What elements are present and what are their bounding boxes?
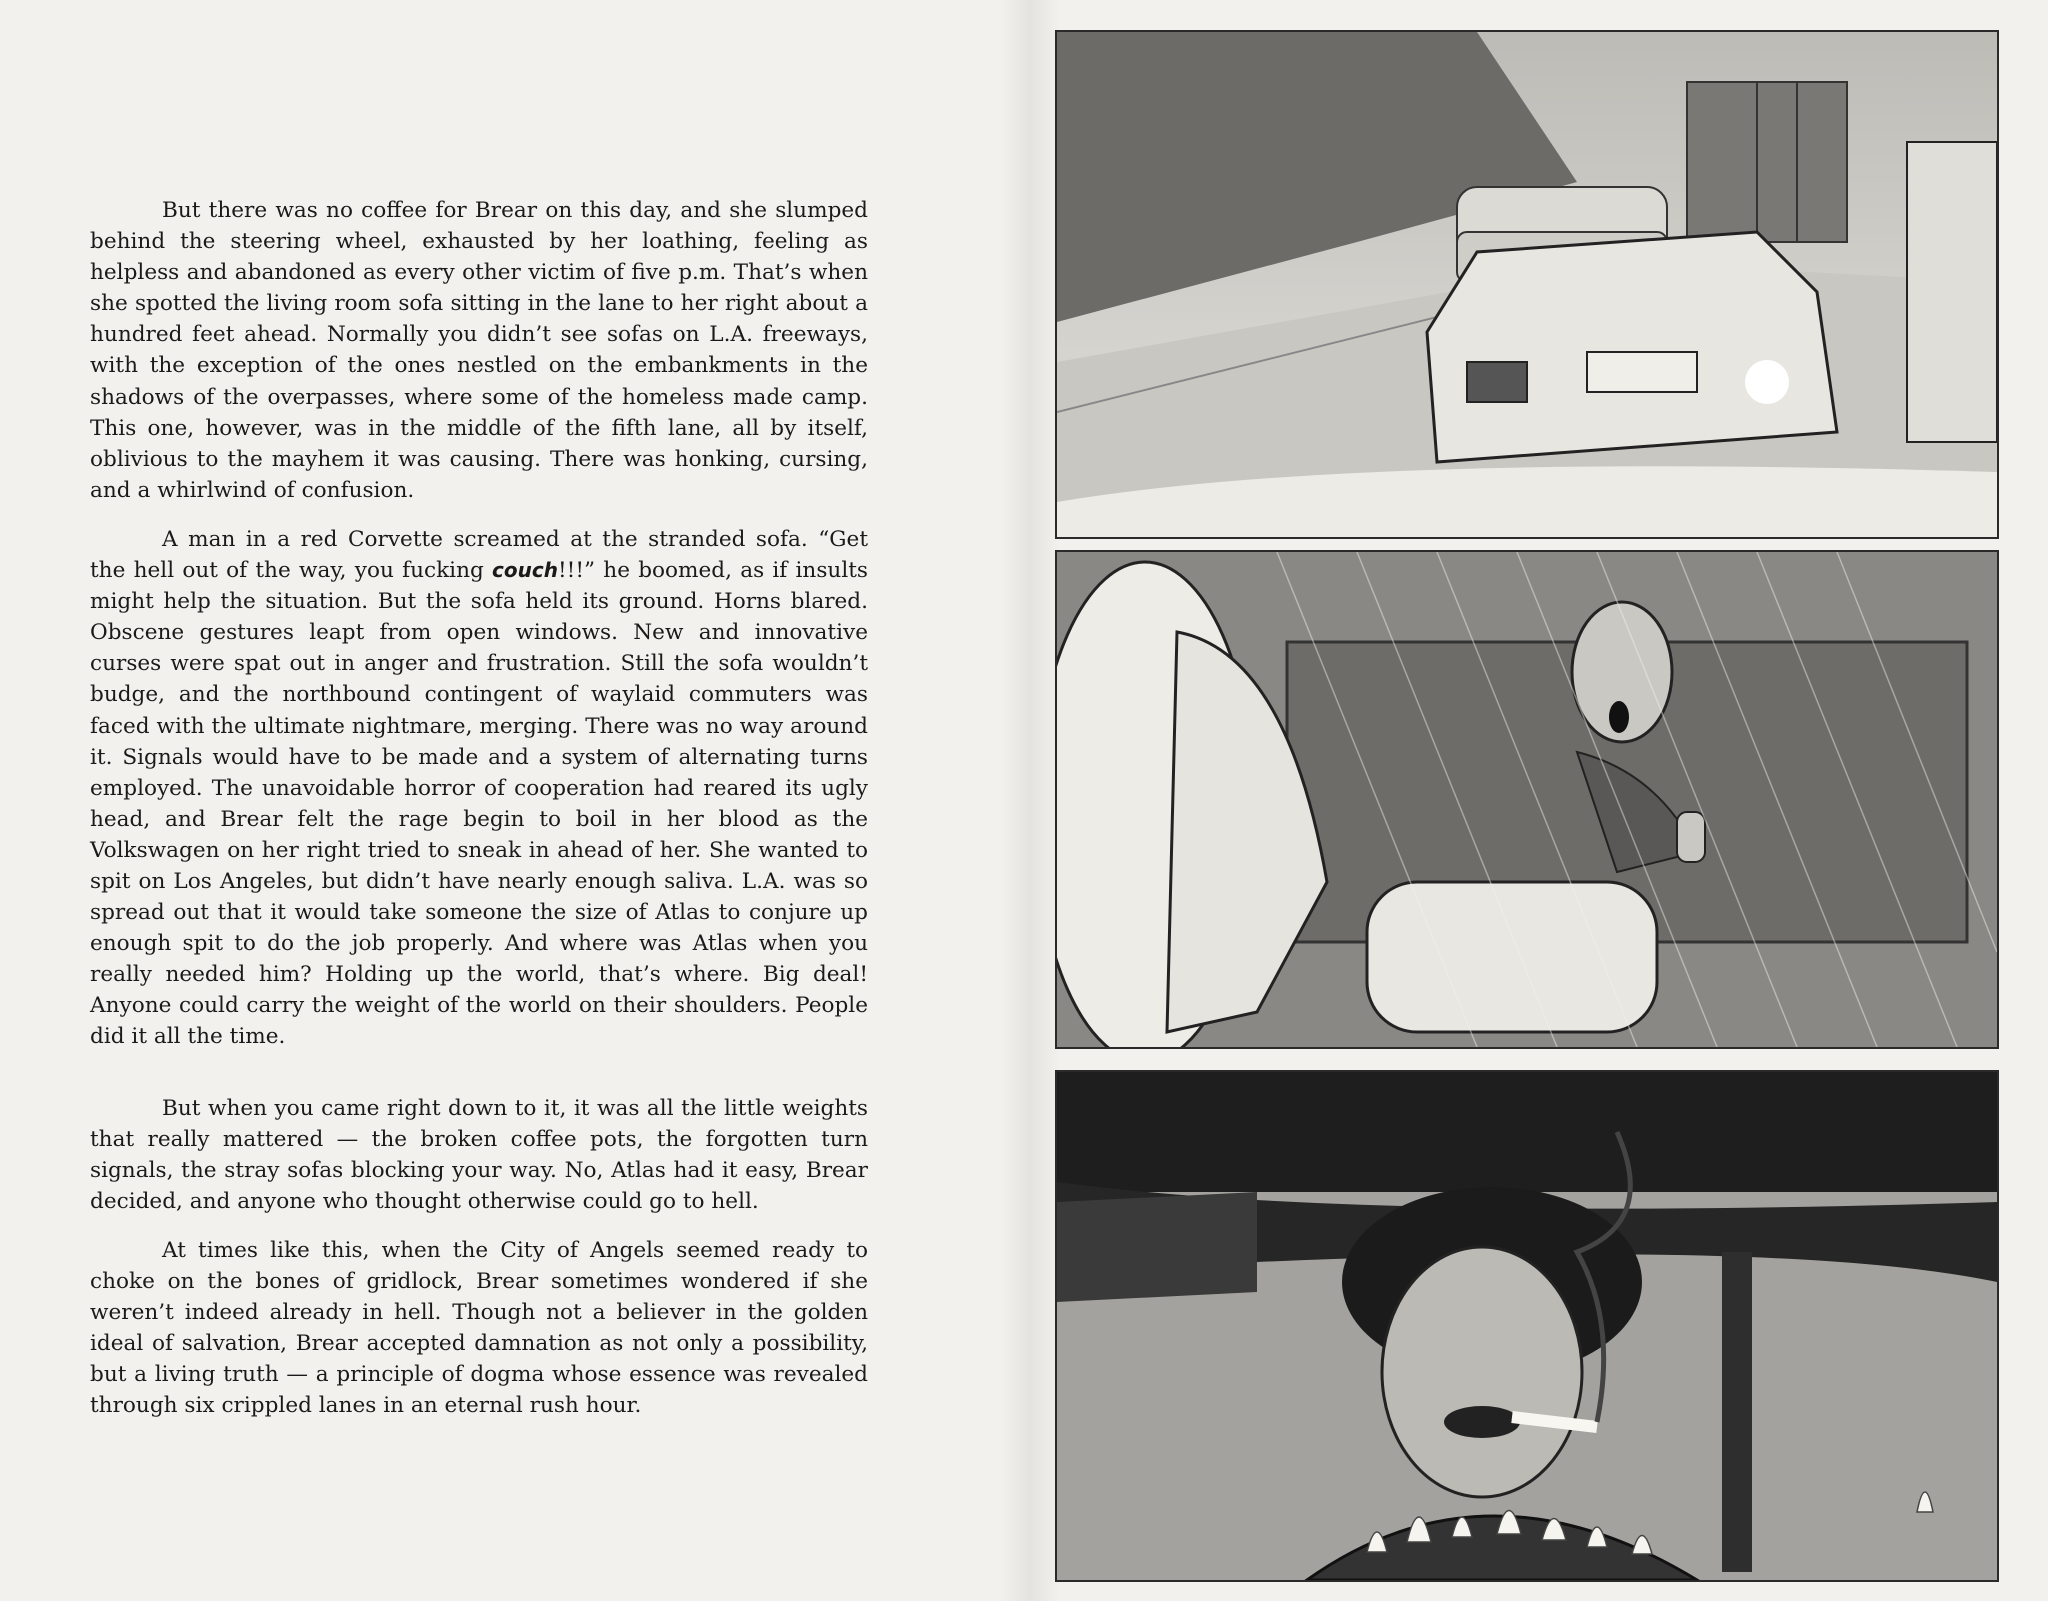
paragraph-2-after: !!!” he boomed, as if insults might help the situation. But the sofa held its ground. Horns blared. Obscene gestures leapt from open windows. New and innovative curses were spat out in anger and frustration. Still the sofa wouldn’t budge, and the northbound contingent of waylaid commuters was faced with the ultimate nightmare, merging. There was no way around it. Signals would have to be made and a system of alternating turns employed. The unavoidable horror of cooperation had reared its ugly head, and Brear felt the rage begin to boil in her blood as the Volkswagen on her right tried to sneak in ahead of her. She wanted to spit on Los Angeles, but didn’t have nearly enough saliva. L.A. was so spread out that it would take someone the size of Atlas to conjure up enough spit to do the job properly. And where was Atlas when you really needed him? Holding up the world, that’s where. Big deal! Anyone could carry the weight of the world on their shoulders. People did it all the time. bbox=[90, 558, 868, 1050]
paragraph-2-before: A man in a red Corvette screamed at the stranded sofa. “Get the hell out of the way, you fucking bbox=[90, 526, 868, 584]
illustration-panel-freeway bbox=[1055, 30, 1999, 539]
building-window bbox=[1687, 82, 1847, 242]
left-page-text bbox=[90, 195, 868, 1439]
woman-face bbox=[1382, 1247, 1582, 1497]
hand-gesture bbox=[1677, 812, 1705, 862]
lips bbox=[1444, 1406, 1520, 1438]
paragraph-1: But there was no coffee for Brear on this day, and she slumped behind the steering wheel, exhausted by her loathing, feeling as helpless and abandoned as every other victim of five p.m. That’s when she spotted the living room sofa sitting in the lane to her right about a hundred feet ahead. Normally you didn’t see sofas on L.A. freeways, with the exception of the ones nestled on the embankments in the shadows of the overpasses, where some of the homeless made camp. This one, however, was in the middle of the fifth lane, all by itself, oblivious to the mayhem it was causing. There was honking, cursing, and a whirlwind of confusion. bbox=[90, 198, 868, 503]
car-shape bbox=[1427, 232, 1837, 462]
illustration-panel-brear-smoking bbox=[1055, 1070, 1999, 1582]
angry-driver-drawing bbox=[1057, 552, 1997, 1047]
freeway-sofa-drawing bbox=[1057, 32, 1997, 537]
brear-smoking-drawing bbox=[1057, 1072, 1997, 1580]
emphasis-couch: couch bbox=[492, 558, 558, 583]
paragraph-3: But when you came right down to it, it was all the little weights that really mattered — the broken coffee pots, the forgotten turn signals, the stray sofas blocking your way. No, Atlas had it easy, Brear decided, and anyone who thought otherwise could go to hell. bbox=[90, 1095, 868, 1214]
illustration-panel-angry-driver bbox=[1055, 550, 1999, 1049]
brake-light-glare bbox=[1745, 360, 1789, 404]
paragraph-4: At times like this, when the City of Angels seemed ready to choke on the bones of gridlock, Brear sometimes wondered if she weren’t indeed already in hell. Though not a believer in the golden ideal of salvation, Brear accepted damnation as not only a possibility, but a living truth — a principle of dogma whose essence was revealed through six crippled lanes in an eternal rush hour. bbox=[90, 1237, 868, 1419]
page-gutter bbox=[1000, 0, 1060, 1601]
sofa-cushion bbox=[1367, 882, 1657, 1032]
paragraph-2 bbox=[90, 524, 868, 1053]
